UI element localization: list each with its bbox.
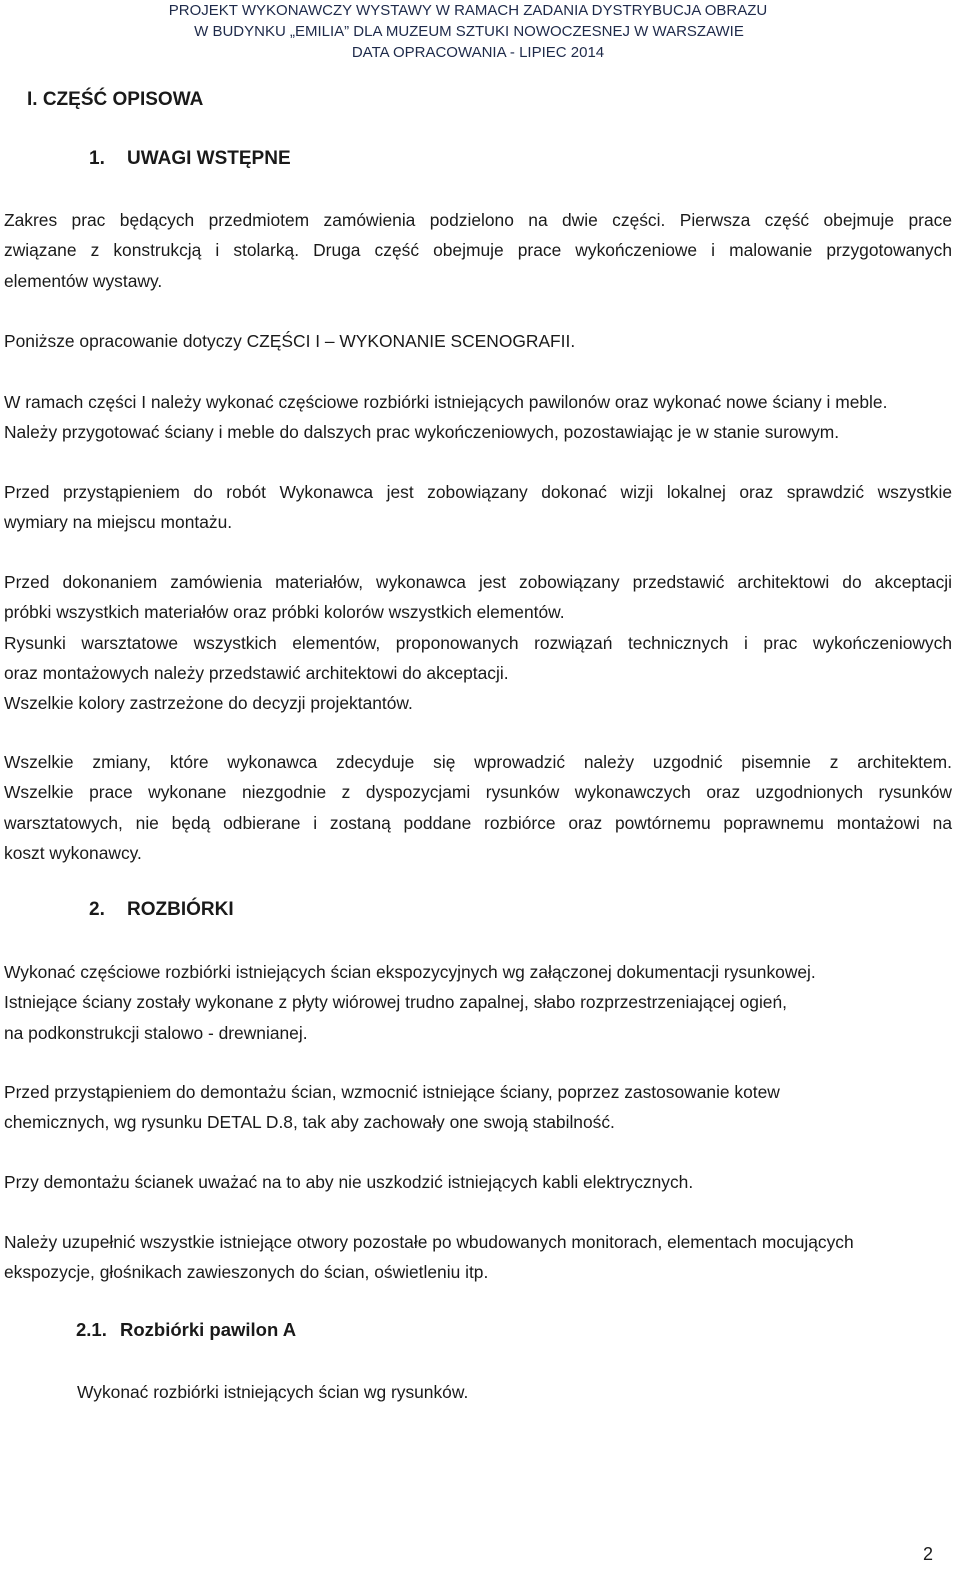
paragraph <box>4 387 952 448</box>
subsection-title: Rozbiórki pawilon A <box>120 1319 297 1340</box>
paragraph-line: Istniejące ściany zostały wykonane z płyty wiórowej trudno zapalnej, słabo rozprzestrzeniającej ogień, <box>4 992 787 1013</box>
paragraph-line: warsztatowych, nie będą odbierane i zostaną poddane rozbiórce oraz powtórnemu poprawnemu montażowi na <box>4 812 952 833</box>
paragraph <box>4 205 952 296</box>
paragraph-line: koszt wykonawcy. <box>4 842 142 863</box>
document-header <box>0 0 960 63</box>
paragraph-line: Należy uzupełnić wszystkie istniejące otwory pozostałe po wbudowanych monitorach, elementach mocujących <box>4 1232 854 1252</box>
paragraph-line: Wykonać częściowe rozbiórki istniejących ścian ekspozycyjnych wg załączonej dokumentacji rysunkowej. <box>4 962 816 982</box>
paragraph <box>4 747 952 868</box>
subsection-number: 2.1. <box>76 1319 107 1340</box>
paragraph <box>4 567 952 718</box>
paragraph <box>4 326 952 356</box>
paragraph <box>4 477 952 538</box>
paragraph-line: Przed przystąpieniem do robót Wykonawca jest zobowiązany dokonać wizji lokalnej oraz sprawdzić wszystkie <box>4 482 952 502</box>
section-number: 1. <box>89 148 105 169</box>
paragraph-line: próbki wszystkich materiałów oraz próbki kolorów wszystkich elementów. <box>4 602 565 623</box>
paragraph <box>4 1077 952 1138</box>
paragraph-line: związane z konstrukcją i stolarką. Druga część obejmuje prace wykończeniowe i malowanie przygotowanych <box>4 240 952 261</box>
paragraph-line: Przy demontażu ścianek uważać na to aby nie uszkodzić istniejących kabli elektrycznych. <box>4 1172 694 1192</box>
section-title: ROZBIÓRKI <box>127 899 234 920</box>
paragraph-line: ekspozycje, głośnikach zawieszonych do ścian, oświetleniu itp. <box>4 1262 489 1283</box>
paragraph-line: na podkonstrukcji stalowo - drewnianej. <box>4 1022 308 1043</box>
paragraph-line: Wykonać rozbiórki istniejących ścian wg rysunków. <box>77 1382 469 1402</box>
paragraph-line: Przed dokonaniem zamówienia materiałów, wykonawca jest zobowiązany przedstawić architektowi do akceptacji <box>4 572 952 592</box>
paragraph-line: Wszelkie kolory zastrzeżone do decyzji projektantów. <box>4 693 413 714</box>
paragraph-line: W ramach części I należy wykonać częściowe rozbiórki istniejących pawilonów oraz wykonać nowe ściany i meble. <box>4 392 888 412</box>
section-number: 2. <box>89 899 105 920</box>
subsection-heading-2-1 <box>76 1319 296 1341</box>
paragraph <box>4 1227 952 1288</box>
paragraph <box>4 1167 952 1197</box>
paragraph-line: chemicznych, wg rysunku DETAL D.8, tak aby zachowały one swoją stabilność. <box>4 1112 615 1133</box>
paragraph-line: Poniższe opracowanie dotyczy CZĘŚCI I – WYKONANIE SCENOGRAFII. <box>4 331 576 351</box>
section-title: UWAGI WSTĘPNE <box>127 148 291 169</box>
paragraph-line: Przed przystąpieniem do demontażu ścian, wzmocnić istniejące ściany, poprzez zastosowanie kotew <box>4 1082 780 1102</box>
header-date: DATA OPRACOWANIA - LIPIEC 2014 <box>351 44 605 61</box>
header-building: W BUDYNKU „EMILIA” DLA MUZEUM SZTUKI NOWOCZESNEJ W WARSZAWIE <box>194 23 744 40</box>
paragraph-line: oraz montażowych należy przedstawić architektowi do akceptacji. <box>4 662 509 683</box>
part-title: I. CZĘŚĆ OPISOWA <box>27 89 204 110</box>
paragraph-line: Wszelkie zmiany, które wykonawca zdecyduje się wprowadzić należy uzgodnić pisemnie z architektem. <box>4 752 952 772</box>
paragraph <box>77 1377 937 1407</box>
paragraph-line: Wszelkie prace wykonane niezgodnie z dyspozycjami rysunków wykonawczych oraz uzgodnionych rysunków <box>4 782 952 803</box>
paragraph-line: Rysunki warsztatowe wszystkich elementów, proponowanych rozwiązań technicznych i prac wykończeniowych <box>4 632 952 653</box>
section-heading-1 <box>89 148 291 170</box>
paragraph <box>4 957 952 1048</box>
page-number: 2 <box>922 1544 933 1564</box>
paragraph-line: Należy przygotować ściany i meble do dalszych prac wykończeniowych, pozostawiając je w stanie surowym. <box>4 422 840 443</box>
paragraph-line: elementów wystawy. <box>4 270 163 291</box>
section-heading-2 <box>89 899 234 921</box>
header-project-title: PROJEKT WYKONAWCZY WYSTAWY W RAMACH ZADANIA DYSTRYBUCJA OBRAZU <box>168 2 768 19</box>
paragraph-line: wymiary na miejscu montażu. <box>4 512 233 533</box>
paragraph-line: Zakres prac będących przedmiotem zamówienia podzielono na dwie części. Pierwsza część obejmuje prace <box>4 210 952 230</box>
